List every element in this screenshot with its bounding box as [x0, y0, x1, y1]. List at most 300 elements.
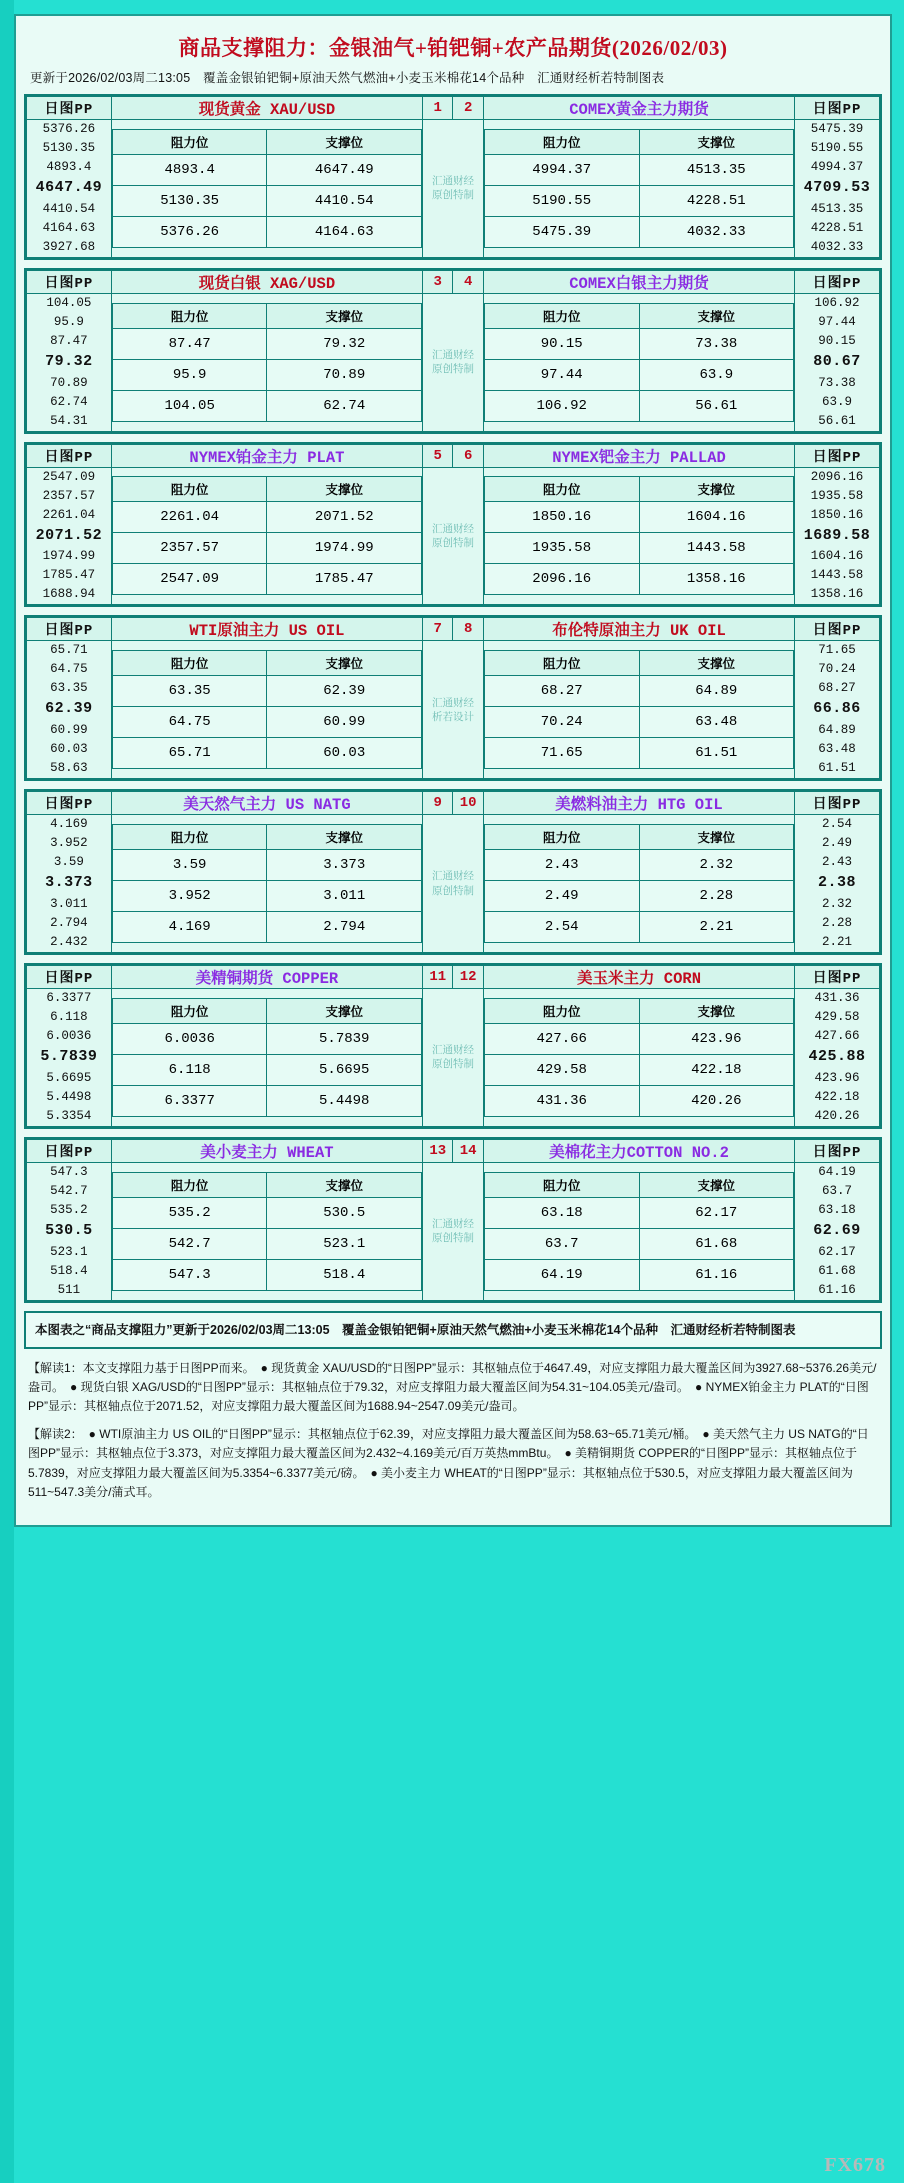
block-1-right-resistance-2: 106.92	[484, 390, 639, 421]
block-4-left-level-5: 2.794	[50, 915, 88, 930]
block-6-right-level-1: 63.7	[822, 1183, 853, 1198]
block-4-left-instrument-name: 美天然气主力 US NATG	[111, 792, 422, 815]
block-4-left-row	[112, 881, 421, 912]
block-3-right-support-0: 64.89	[639, 676, 794, 707]
block-0-left-resistance-header: 阻力位	[112, 129, 267, 154]
block-4-right-resistance-1: 2.49	[484, 881, 639, 912]
block-0-left-level-0: 5376.26	[42, 122, 96, 136]
block-3-right-row	[484, 676, 793, 707]
block-1-right-support-0: 73.38	[639, 328, 794, 359]
block-5-right-support-header: 支撑位	[639, 998, 794, 1023]
block-0-right-resistance-header: 阻力位	[484, 129, 639, 154]
block-1-left-resistance-2: 104.05	[112, 390, 267, 421]
block-0-left-resistance-2: 5376.26	[112, 216, 267, 247]
block-3-left-support-2: 60.03	[267, 738, 422, 769]
block-0-left-row	[112, 185, 421, 216]
instrument-block-3	[24, 615, 882, 781]
block-6-left-index: 13	[423, 1139, 453, 1162]
block-3-right-table	[484, 650, 794, 769]
block-6-left-level-4: 523.1	[50, 1244, 88, 1259]
block-2-left-index: 5	[423, 444, 453, 467]
block-0-left-level-2: 4893.4	[46, 160, 92, 174]
block-5-left-row	[112, 1054, 421, 1085]
block-1-left-row	[112, 328, 421, 359]
block-5-right-level-2: 427.66	[814, 1028, 860, 1043]
block-1-right-level-6: 56.61	[818, 413, 856, 428]
watermark-line-1: 汇通财经	[431, 870, 474, 883]
block-4-right-row	[484, 881, 793, 912]
block-1-right-level-0: 106.92	[814, 295, 860, 310]
block-1-left-levels	[27, 293, 112, 431]
block-6-left-level-2: 535.2	[50, 1202, 88, 1217]
block-2-left-resistance-0: 2261.04	[112, 502, 267, 533]
block-5-left-level-2: 6.0036	[46, 1028, 92, 1043]
block-3-right-levels	[795, 641, 880, 779]
block-5-right-rs-cell	[483, 988, 794, 1126]
block-1-left-pp-header: 日图PP	[27, 270, 112, 293]
block-4-left-level-1: 3.952	[50, 836, 88, 851]
block-0-right-level-6: 4032.33	[810, 239, 864, 254]
block-3-left-row	[112, 738, 421, 769]
block-0-right-index: 2	[453, 97, 483, 120]
block-5-right-levels	[795, 988, 880, 1126]
block-5-left-level-0: 6.3377	[46, 990, 92, 1005]
watermark-line-2: 原创特制	[431, 363, 474, 376]
block-2-left-support-1: 1974.99	[267, 533, 422, 564]
block-0-right-instrument-name: COMEX黄金主力期货	[483, 97, 794, 120]
block-0-right-pp-header: 日图PP	[795, 97, 880, 120]
block-6-left-row	[112, 1197, 421, 1228]
block-3-right-resistance-header: 阻力位	[484, 651, 639, 676]
block-4-left-support-1: 3.011	[267, 881, 422, 912]
block-0-left-index: 1	[423, 97, 453, 120]
block-6-right-row	[484, 1197, 793, 1228]
block-1-left-resistance-0: 87.47	[112, 328, 267, 359]
block-5-left-level-5: 5.4498	[46, 1089, 92, 1104]
block-6-left-row	[112, 1228, 421, 1259]
block-6-left-support-0: 530.5	[267, 1197, 422, 1228]
block-4-left-pp-header: 日图PP	[27, 792, 112, 815]
block-0-right-support-2: 4032.33	[639, 216, 794, 247]
block-6-right-instrument-name: 美棉花主力COTTON NO.2	[483, 1139, 794, 1162]
block-0-right-support-header: 支撑位	[639, 129, 794, 154]
block-5-left-row	[112, 1023, 421, 1054]
block-1-left-support-1: 70.89	[267, 359, 422, 390]
block-5-right-level-5: 422.18	[814, 1089, 860, 1104]
block-4-right-support-2: 2.21	[639, 912, 794, 943]
block-6-left-support-2: 518.4	[267, 1259, 422, 1290]
block-6-right-support-1: 61.68	[639, 1228, 794, 1259]
block-3-right-support-2: 61.51	[639, 738, 794, 769]
block-5-right-level-3: 425.88	[808, 1047, 866, 1065]
block-3-left-support-0: 62.39	[267, 676, 422, 707]
block-0-right-resistance-1: 5190.55	[484, 185, 639, 216]
block-0-left-row	[112, 154, 421, 185]
block-0-left-level-1: 5130.35	[42, 141, 96, 155]
block-6-right-resistance-1: 63.7	[484, 1228, 639, 1259]
block-1-right-row	[484, 328, 793, 359]
watermark-line-1: 汇通财经	[431, 1218, 474, 1230]
block-1-left-instrument-name: 现货白银 XAG/USD	[111, 270, 422, 293]
block-1-left-support-2: 62.74	[267, 390, 422, 421]
block-4-left-resistance-header: 阻力位	[112, 825, 267, 850]
block-2-right-level-0: 2096.16	[810, 469, 864, 484]
block-5-left-resistance-0: 6.0036	[112, 1023, 267, 1054]
block-6-left-table	[112, 1172, 422, 1291]
block-2-right-support-1: 1443.58	[639, 533, 794, 564]
block-5-right-support-1: 422.18	[639, 1054, 794, 1085]
block-0-right-resistance-2: 5475.39	[484, 216, 639, 247]
block-3-right-level-6: 61.51	[818, 761, 856, 776]
block-5-left-resistance-1: 6.118	[112, 1054, 267, 1085]
block-2-right-level-3: 1689.58	[803, 526, 871, 544]
block-4-right-resistance-0: 2.43	[484, 850, 639, 881]
block-2-right-row	[484, 564, 793, 595]
block-6-right-support-header: 支撑位	[639, 1172, 794, 1197]
block-5-left-instrument-name: 美精铜期货 COPPER	[111, 965, 422, 988]
block-6-right-level-5: 61.68	[818, 1263, 856, 1278]
block-6-right-row	[484, 1228, 793, 1259]
block-3-right-support-header: 支撑位	[639, 651, 794, 676]
block-2-left-level-3: 2071.52	[35, 526, 103, 544]
block-2-left-row	[112, 502, 421, 533]
block-6-left-resistance-header: 阻力位	[112, 1172, 267, 1197]
block-4-right-table	[484, 824, 794, 943]
block-2-left-level-1: 2357.57	[42, 488, 96, 503]
blocks-container	[24, 94, 882, 1303]
block-4-left-support-header: 支撑位	[267, 825, 422, 850]
block-1-left-support-header: 支撑位	[267, 303, 422, 328]
block-2-right-resistance-header: 阻力位	[484, 477, 639, 502]
block-2-right-support-0: 1604.16	[639, 502, 794, 533]
block-3-left-resistance-0: 63.35	[112, 676, 267, 707]
block-3-left-levels	[27, 641, 112, 779]
block-5-right-level-6: 420.26	[814, 1108, 860, 1123]
block-3-left-support-1: 60.99	[267, 707, 422, 738]
block-1-left-level-2: 87.47	[50, 333, 88, 348]
block-5-left-level-4: 5.6695	[46, 1070, 92, 1085]
block-0-right-resistance-0: 4994.37	[484, 154, 639, 185]
block-2-right-resistance-1: 1935.58	[484, 533, 639, 564]
instrument-block-6	[24, 1137, 882, 1303]
block-1-right-level-5: 63.9	[822, 394, 853, 409]
block-5-right-resistance-2: 431.36	[484, 1085, 639, 1116]
block-5-left-support-header: 支撑位	[267, 998, 422, 1023]
block-0-right-support-0: 4513.35	[639, 154, 794, 185]
block-4-left-table	[112, 824, 422, 943]
block-1-left-level-4: 70.89	[50, 375, 88, 390]
block-2-right-table	[484, 476, 794, 595]
block-0-right-level-4: 4513.35	[810, 201, 864, 216]
block-1-right-instrument-name: COMEX白银主力期货	[483, 270, 794, 293]
block-4-right-support-0: 2.32	[639, 850, 794, 881]
block-2-right-resistance-2: 2096.16	[484, 564, 639, 595]
block-2-left-resistance-1: 2357.57	[112, 533, 267, 564]
legend-paragraph-1: 【解读1：本文支撑阻力基于日图PP而来。 ● 现货黄金 XAU/USD的“日图PP”显示：其枢轴点位于4647.49，对应支撑阻力最大覆盖区间为3927.68~5376.26美元/盎司。 ● 现货白银 XAG/USD的“日图PP”显示：其枢轴点位于79.32，对应支撑阻力最大覆盖区间为54.31~104.05美元/盎司。 ● NYMEX铂金主力 PLAT的“日图PP”显示：其枢轴点位于2071.52，对应支撑阻力最大覆盖区间为1688.94~2547.09美元/盎司。	[28, 1360, 877, 1414]
block-6-left-level-1: 542.7	[50, 1183, 88, 1198]
block-2-left-rs-cell	[111, 467, 422, 605]
watermark-line-2: 原创特制	[431, 536, 474, 549]
block-6-left-support-1: 523.1	[267, 1228, 422, 1259]
block-3-left-instrument-name: WTI原油主力 US OIL	[111, 618, 422, 641]
block-6-right-level-0: 64.19	[818, 1164, 856, 1179]
block-3-left-table	[112, 650, 422, 769]
block-4-left-row	[112, 850, 421, 881]
block-3-left-rs-cell	[111, 641, 422, 779]
block-0-left-level-6: 3927.68	[42, 239, 96, 254]
block-3-left-resistance-1: 64.75	[112, 707, 267, 738]
block-2-left-levels	[27, 467, 112, 605]
block-3-right-index: 8	[453, 618, 483, 641]
block-4-left-resistance-0: 3.59	[112, 850, 267, 881]
block-4-right-level-1: 2.49	[822, 836, 853, 851]
block-3-right-resistance-0: 68.27	[484, 676, 639, 707]
block-5-left-support-1: 5.6695	[267, 1054, 422, 1085]
block-5-right-support-0: 423.96	[639, 1023, 794, 1054]
block-5-right-row	[484, 1054, 793, 1085]
block-6-left-level-0: 547.3	[50, 1164, 88, 1179]
block-5-left-level-6: 5.3354	[46, 1108, 92, 1123]
report-sheet	[14, 14, 892, 1527]
watermark-line-1: 汇通财经	[431, 522, 474, 535]
block-0-left-support-1: 4410.54	[267, 185, 422, 216]
block-1-left-table	[112, 303, 422, 422]
watermark-line-2: 原创特制	[431, 884, 474, 897]
block-0-right-row	[484, 216, 793, 247]
block-5-left-support-0: 5.7839	[267, 1023, 422, 1054]
legend-paragraph-2: 【解读2： ● WTI原油主力 US OIL的“日图PP”显示：其枢轴点位于62.39，对应支撑阻力最大覆盖区间为58.63~65.71美元/桶。 ● 美天然气主力 US NATG的“日图PP”显示：其枢轴点位于3.373，对应支撑阻力最大覆盖区间为2.432~4.169美元/百万英热mmBtu。 ● 美精铜期货 COPPER的“日图PP”显示：其枢轴点位于5.7839，对应支撑阻力最大覆盖区间为5.3354~6.3377美元/磅。 ● 美小麦主力 WHEAT的“日图PP”显示：其枢轴点位于530.5，对应支撑阻力最大覆盖区间为511~547.3美分/蒲式耳。	[28, 1426, 869, 1500]
block-5-right-level-1: 429.58	[814, 1009, 860, 1024]
block-1-left-row	[112, 359, 421, 390]
block-1-right-level-3: 80.67	[813, 352, 861, 370]
block-1-watermark	[423, 293, 484, 431]
block-4-left-level-2: 3.59	[53, 855, 84, 870]
block-6-right-table	[484, 1172, 794, 1291]
block-2-right-level-4: 1604.16	[810, 549, 864, 564]
block-6-right-support-0: 62.17	[639, 1197, 794, 1228]
block-6-watermark	[423, 1162, 484, 1300]
block-5-right-resistance-1: 429.58	[484, 1054, 639, 1085]
block-6-left-level-5: 518.4	[50, 1263, 88, 1278]
block-2-right-instrument-name: NYMEX钯金主力 PALLAD	[483, 444, 794, 467]
block-5-left-table	[112, 998, 422, 1117]
block-2-left-resistance-2: 2547.09	[112, 564, 267, 595]
block-2-right-pp-header: 日图PP	[795, 444, 880, 467]
block-2-left-table	[112, 476, 422, 595]
block-0-left-level-5: 4164.63	[42, 220, 96, 235]
block-3-left-index: 7	[423, 618, 453, 641]
block-4-left-index: 9	[423, 792, 453, 815]
block-0-left-support-header: 支撑位	[267, 129, 422, 154]
instrument-block-1	[24, 268, 882, 434]
block-5-right-pp-header: 日图PP	[795, 965, 880, 988]
block-2-right-level-5: 1443.58	[810, 568, 864, 583]
block-3-right-row	[484, 738, 793, 769]
block-5-right-table	[484, 998, 794, 1117]
block-6-right-level-3: 62.69	[813, 1221, 861, 1239]
instrument-block-5	[24, 963, 882, 1129]
block-1-right-support-2: 56.61	[639, 390, 794, 421]
block-0-right-row	[484, 154, 793, 185]
block-0-right-row	[484, 185, 793, 216]
block-1-right-resistance-header: 阻力位	[484, 303, 639, 328]
block-0-left-level-4: 4410.54	[42, 201, 96, 216]
block-3-left-level-3: 62.39	[45, 700, 93, 718]
block-2-right-support-header: 支撑位	[639, 477, 794, 502]
block-0-left-row	[112, 216, 421, 247]
block-3-right-level-2: 68.27	[818, 681, 856, 696]
block-3-left-level-0: 65.71	[50, 643, 88, 658]
block-2-right-row	[484, 502, 793, 533]
block-5-left-level-3: 5.7839	[40, 1047, 98, 1065]
block-4-right-level-3: 2.38	[818, 874, 857, 892]
block-1-right-rs-cell	[483, 293, 794, 431]
block-3-left-level-4: 60.99	[50, 723, 88, 738]
block-6-left-resistance-2: 547.3	[112, 1259, 267, 1290]
block-5-left-resistance-header: 阻力位	[112, 998, 267, 1023]
block-6-left-level-3: 530.5	[45, 1221, 93, 1239]
block-1-right-table	[484, 303, 794, 422]
block-2-right-index: 6	[453, 444, 483, 467]
block-4-right-rs-cell	[483, 815, 794, 953]
block-5-right-support-2: 420.26	[639, 1085, 794, 1116]
block-2-left-level-2: 2261.04	[42, 507, 96, 522]
block-6-right-level-4: 62.17	[818, 1244, 856, 1259]
block-1-left-level-3: 79.32	[45, 352, 93, 370]
block-3-right-instrument-name: 布伦特原油主力 UK OIL	[483, 618, 794, 641]
block-3-left-level-1: 64.75	[50, 662, 88, 677]
block-6-right-support-2: 61.16	[639, 1259, 794, 1290]
block-4-right-row	[484, 912, 793, 943]
block-1-right-support-header: 支撑位	[639, 303, 794, 328]
block-3-right-resistance-2: 71.65	[484, 738, 639, 769]
block-4-right-instrument-name: 美燃料油主力 HTG OIL	[483, 792, 794, 815]
watermark-line-2: 原创特制	[431, 1232, 474, 1245]
block-6-left-support-header: 支撑位	[267, 1172, 422, 1197]
block-0-right-rs-cell	[483, 120, 794, 258]
block-0-right-level-5: 4228.51	[810, 220, 864, 235]
block-1-right-level-4: 73.38	[818, 375, 856, 390]
block-5-right-resistance-header: 阻力位	[484, 998, 639, 1023]
block-3-left-resistance-header: 阻力位	[112, 651, 267, 676]
block-6-right-resistance-0: 63.18	[484, 1197, 639, 1228]
block-0-left-support-2: 4164.63	[267, 216, 422, 247]
block-6-right-row	[484, 1259, 793, 1290]
block-1-left-support-0: 79.32	[267, 328, 422, 359]
block-1-left-rs-cell	[111, 293, 422, 431]
block-4-watermark	[423, 815, 484, 953]
block-4-right-support-1: 2.28	[639, 881, 794, 912]
block-0-left-resistance-0: 4893.4	[112, 154, 267, 185]
block-1-right-resistance-0: 90.15	[484, 328, 639, 359]
block-4-right-index: 10	[453, 792, 483, 815]
block-2-left-instrument-name: NYMEX铂金主力 PLAT	[111, 444, 422, 467]
block-4-left-row	[112, 912, 421, 943]
block-0-left-levels	[27, 120, 112, 258]
block-3-left-row	[112, 676, 421, 707]
block-4-left-support-2: 2.794	[267, 912, 422, 943]
block-2-left-level-0: 2547.09	[42, 469, 96, 484]
block-2-right-support-2: 1358.16	[639, 564, 794, 595]
block-1-left-level-1: 95.9	[53, 314, 84, 329]
block-3-right-row	[484, 707, 793, 738]
block-1-left-level-5: 62.74	[50, 394, 88, 409]
block-6-left-resistance-1: 542.7	[112, 1228, 267, 1259]
block-4-left-resistance-1: 3.952	[112, 881, 267, 912]
block-6-right-index: 14	[453, 1139, 483, 1162]
block-1-right-levels	[795, 293, 880, 431]
block-3-right-pp-header: 日图PP	[795, 618, 880, 641]
block-2-right-level-1: 1935.58	[810, 488, 864, 503]
block-2-left-level-4: 1974.99	[42, 549, 96, 564]
page-title: 商品支撑阻力：金银油气+铂钯铜+农产品期货(2026/02/03)	[178, 36, 728, 60]
block-6-right-pp-header: 日图PP	[795, 1139, 880, 1162]
watermark-line-2: 析若设计	[431, 710, 474, 723]
block-4-right-levels	[795, 815, 880, 953]
block-5-right-row	[484, 1023, 793, 1054]
block-0-right-level-3: 4709.53	[803, 179, 871, 196]
block-4-right-level-2: 2.43	[822, 855, 853, 870]
block-3-left-level-6: 58.63	[50, 761, 88, 776]
block-2-right-row	[484, 533, 793, 564]
legend-section	[24, 1357, 882, 1517]
block-1-right-row	[484, 359, 793, 390]
block-3-right-level-4: 64.89	[818, 723, 856, 738]
block-1-right-resistance-1: 97.44	[484, 359, 639, 390]
block-4-right-pp-header: 日图PP	[795, 792, 880, 815]
block-6-right-levels	[795, 1162, 880, 1300]
block-4-left-level-6: 2.432	[50, 934, 88, 949]
block-4-left-resistance-2: 4.169	[112, 912, 267, 943]
block-3-left-resistance-2: 65.71	[112, 738, 267, 769]
block-6-left-level-6: 511	[57, 1282, 81, 1297]
block-6-left-levels	[27, 1162, 112, 1300]
block-1-left-resistance-header: 阻力位	[112, 303, 267, 328]
block-3-watermark	[423, 641, 484, 779]
block-3-left-support-header: 支撑位	[267, 651, 422, 676]
block-0-left-table	[112, 129, 422, 248]
block-0-right-level-2: 4994.37	[810, 160, 864, 174]
block-1-right-index: 4	[453, 270, 483, 293]
block-6-right-resistance-2: 64.19	[484, 1259, 639, 1290]
block-3-right-level-1: 70.24	[818, 662, 856, 677]
block-5-right-row	[484, 1085, 793, 1116]
footer-note: 本图表之“商品支撑阻力”更新于2026/02/03周二13:05 覆盖金银铂钯铜+原油天然气燃油+小麦玉米棉花14个品种 汇通财经析若特制图表	[24, 1311, 882, 1349]
page-subtitle: 更新于2026/02/03周二13:05 覆盖金银铂钯铜+原油天然气燃油+小麦玉米棉花14个品种 汇通财经析若特制图表	[30, 71, 665, 85]
block-5-right-instrument-name: 美玉米主力 CORN	[483, 965, 794, 988]
instrument-block-0	[24, 94, 882, 260]
block-3-right-level-3: 66.86	[813, 700, 861, 718]
block-2-watermark	[423, 467, 484, 605]
block-6-right-level-6: 61.16	[818, 1282, 856, 1297]
block-4-left-rs-cell	[111, 815, 422, 953]
block-0-left-instrument-name: 现货黄金 XAU/USD	[111, 97, 422, 120]
block-0-right-levels	[795, 120, 880, 258]
block-1-right-pp-header: 日图PP	[795, 270, 880, 293]
block-1-right-level-1: 97.44	[818, 314, 856, 329]
block-4-right-resistance-2: 2.54	[484, 912, 639, 943]
block-5-left-support-2: 5.4498	[267, 1085, 422, 1116]
block-3-right-support-1: 63.48	[639, 707, 794, 738]
block-3-right-resistance-1: 70.24	[484, 707, 639, 738]
block-4-right-level-6: 2.21	[822, 934, 853, 949]
block-1-left-resistance-1: 95.9	[112, 359, 267, 390]
instrument-block-2	[24, 442, 882, 608]
block-4-right-row	[484, 850, 793, 881]
block-1-left-level-0: 104.05	[46, 295, 92, 310]
block-0-left-support-0: 4647.49	[267, 154, 422, 185]
block-0-right-table	[484, 129, 794, 248]
